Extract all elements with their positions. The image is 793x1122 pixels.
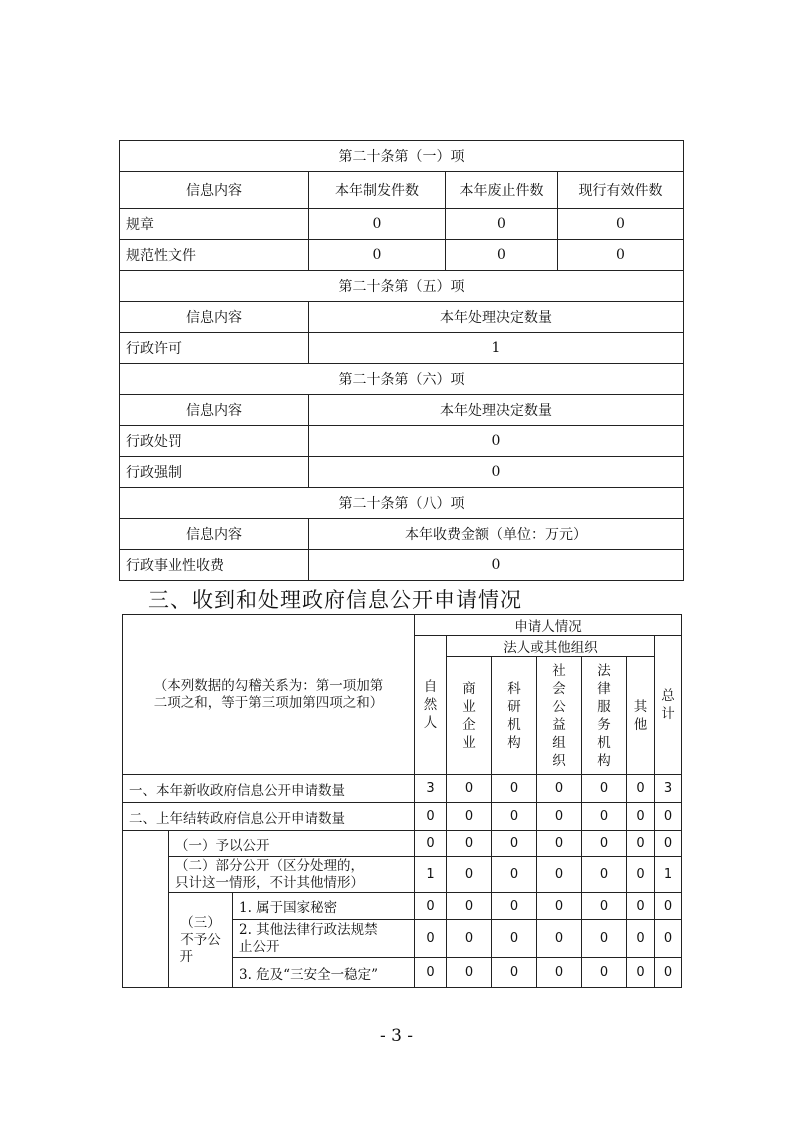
cell-value: 0 [582,893,627,920]
col-social-org: 社 会 公 益 组 织 [537,657,582,775]
legal-entity-header: 法人或其他组织 [447,636,655,657]
row-label: 规范性文件 [120,240,309,271]
cell-value: 0 [446,209,558,240]
cell-value: 0 [558,209,684,240]
row-label: 行政处罚 [120,426,309,457]
cell-value: 0 [582,803,627,831]
check-note-line: （本列数据的勾稽关系为：第一项加第 [153,677,384,694]
col-legal-service: 法 律 服 务 机 构 [582,657,627,775]
cell-value: 0 [415,958,447,988]
cell-value: 0 [655,893,682,920]
row-label: 行政强制 [120,457,309,488]
row-label: 1. 属于国家秘密 [233,893,415,920]
cell-value: 0 [492,857,537,893]
column-header: 本年处理决定数量 [309,302,684,333]
table-row [123,831,682,857]
cell-value: 0 [537,893,582,920]
check-note-cell [123,615,415,775]
cell-value: 0 [447,857,492,893]
cell-value: 0 [582,831,627,857]
row-label: （一）予以公开 [169,831,415,857]
cell-value: 1 [655,857,682,893]
cell-value: 0 [492,803,537,831]
cell-value: 0 [492,893,537,920]
table-row [120,550,684,581]
cell-value: 0 [582,958,627,988]
cell-value: 0 [537,958,582,988]
column-header: 本年收费金额（单位：万元） [309,519,684,550]
cell-value: 0 [627,958,655,988]
col-natural-person: 自 然 人 [415,636,447,775]
cell-value: 0 [627,803,655,831]
cell-value: 0 [655,803,682,831]
row-label: 行政许可 [120,333,309,364]
blank-group-cell [123,831,169,988]
table-row [120,240,684,271]
col-business: 商 业 企 业 [447,657,492,775]
table-row [123,775,682,803]
row-label: 一、本年新收政府信息公开申请数量 [123,775,415,803]
row-label: 3. 危及“三安全一稳定” [233,958,415,988]
row-label: 二、上年结转政府信息公开申请数量 [123,803,415,831]
cell-value: 0 [582,920,627,958]
section-title: 第二十条第（八）项 [120,488,684,519]
column-header: 现行有效件数 [558,172,684,209]
cell-value: 0 [655,831,682,857]
applicant-header: 申请人情况 [415,615,682,636]
cell-value: 0 [309,240,446,271]
cell-value: 0 [415,803,447,831]
column-header: 本年处理决定数量 [309,395,684,426]
cell-value: 0 [447,920,492,958]
table-row [120,457,684,488]
cell-value: 0 [537,920,582,958]
table-row [120,426,684,457]
col-research: 科 研 机 构 [492,657,537,775]
column-header: 信息内容 [120,395,309,426]
col-total: 总 计 [655,636,682,775]
cell-value: 0 [415,920,447,958]
row-label: 行政事业性收费 [120,550,309,581]
cell-value: 0 [447,893,492,920]
table-row [123,803,682,831]
cell-value: 0 [492,920,537,958]
cell-value: 0 [558,240,684,271]
cell-value: 0 [447,958,492,988]
row-label: 规章 [120,209,309,240]
cell-value: 0 [582,775,627,803]
column-header: 本年废止件数 [446,172,558,209]
cell-value: 0 [655,958,682,988]
cell-value: 0 [537,803,582,831]
cell-value: 0 [446,240,558,271]
column-header: 信息内容 [120,172,309,209]
cell-value: 0 [537,857,582,893]
table-row [120,209,684,240]
cell-value: 0 [447,831,492,857]
cell-value: 0 [627,857,655,893]
cell-value: 3 [655,775,682,803]
cell-value: 0 [309,550,684,581]
cell-value: 0 [309,209,446,240]
cell-value: 0 [492,775,537,803]
column-header: 本年制发件数 [309,172,446,209]
check-note-line: 二项之和，等于第三项加第四项之和） [153,694,384,711]
cell-value: 0 [447,775,492,803]
cell-value: 0 [537,831,582,857]
cell-value: 0 [627,831,655,857]
cell-value: 1 [309,333,684,364]
cell-value: 0 [492,831,537,857]
cell-value: 0 [309,426,684,457]
section-title: 第二十条第（六）项 [120,364,684,395]
table-row [120,333,684,364]
column-header: 信息内容 [120,302,309,333]
cell-value: 0 [309,457,684,488]
cell-value: 0 [627,775,655,803]
table-row [123,893,682,920]
cell-value: 1 [415,857,447,893]
section-title: 第二十条第（五）项 [120,271,684,302]
cell-value: 0 [415,831,447,857]
col-other: 其 他 [627,657,655,775]
column-header: 信息内容 [120,519,309,550]
row-label: （二）部分公开（区分处理的， 只计这一情形，不计其他情形） [169,857,415,893]
cell-value: 3 [415,775,447,803]
cell-value: 0 [492,958,537,988]
cell-value: 0 [537,775,582,803]
cell-value: 0 [582,857,627,893]
table-row [123,857,682,893]
non-disclosure-group-label: （三） 不予公 开 [169,893,233,988]
cell-value: 0 [655,920,682,958]
article-20-table [119,140,684,581]
page-number: - 3 - [379,1026,414,1046]
cell-value: 0 [447,803,492,831]
row-label: 2. 其他法律行政法规禁 止公开 [233,920,415,958]
section-title: 第二十条第（一）项 [120,141,684,172]
cell-value: 0 [627,920,655,958]
section-heading: 三、收到和处理政府信息公开申请情况 [148,588,522,612]
cell-value: 0 [627,893,655,920]
cell-value: 0 [415,893,447,920]
disclosure-requests-table [122,614,682,988]
